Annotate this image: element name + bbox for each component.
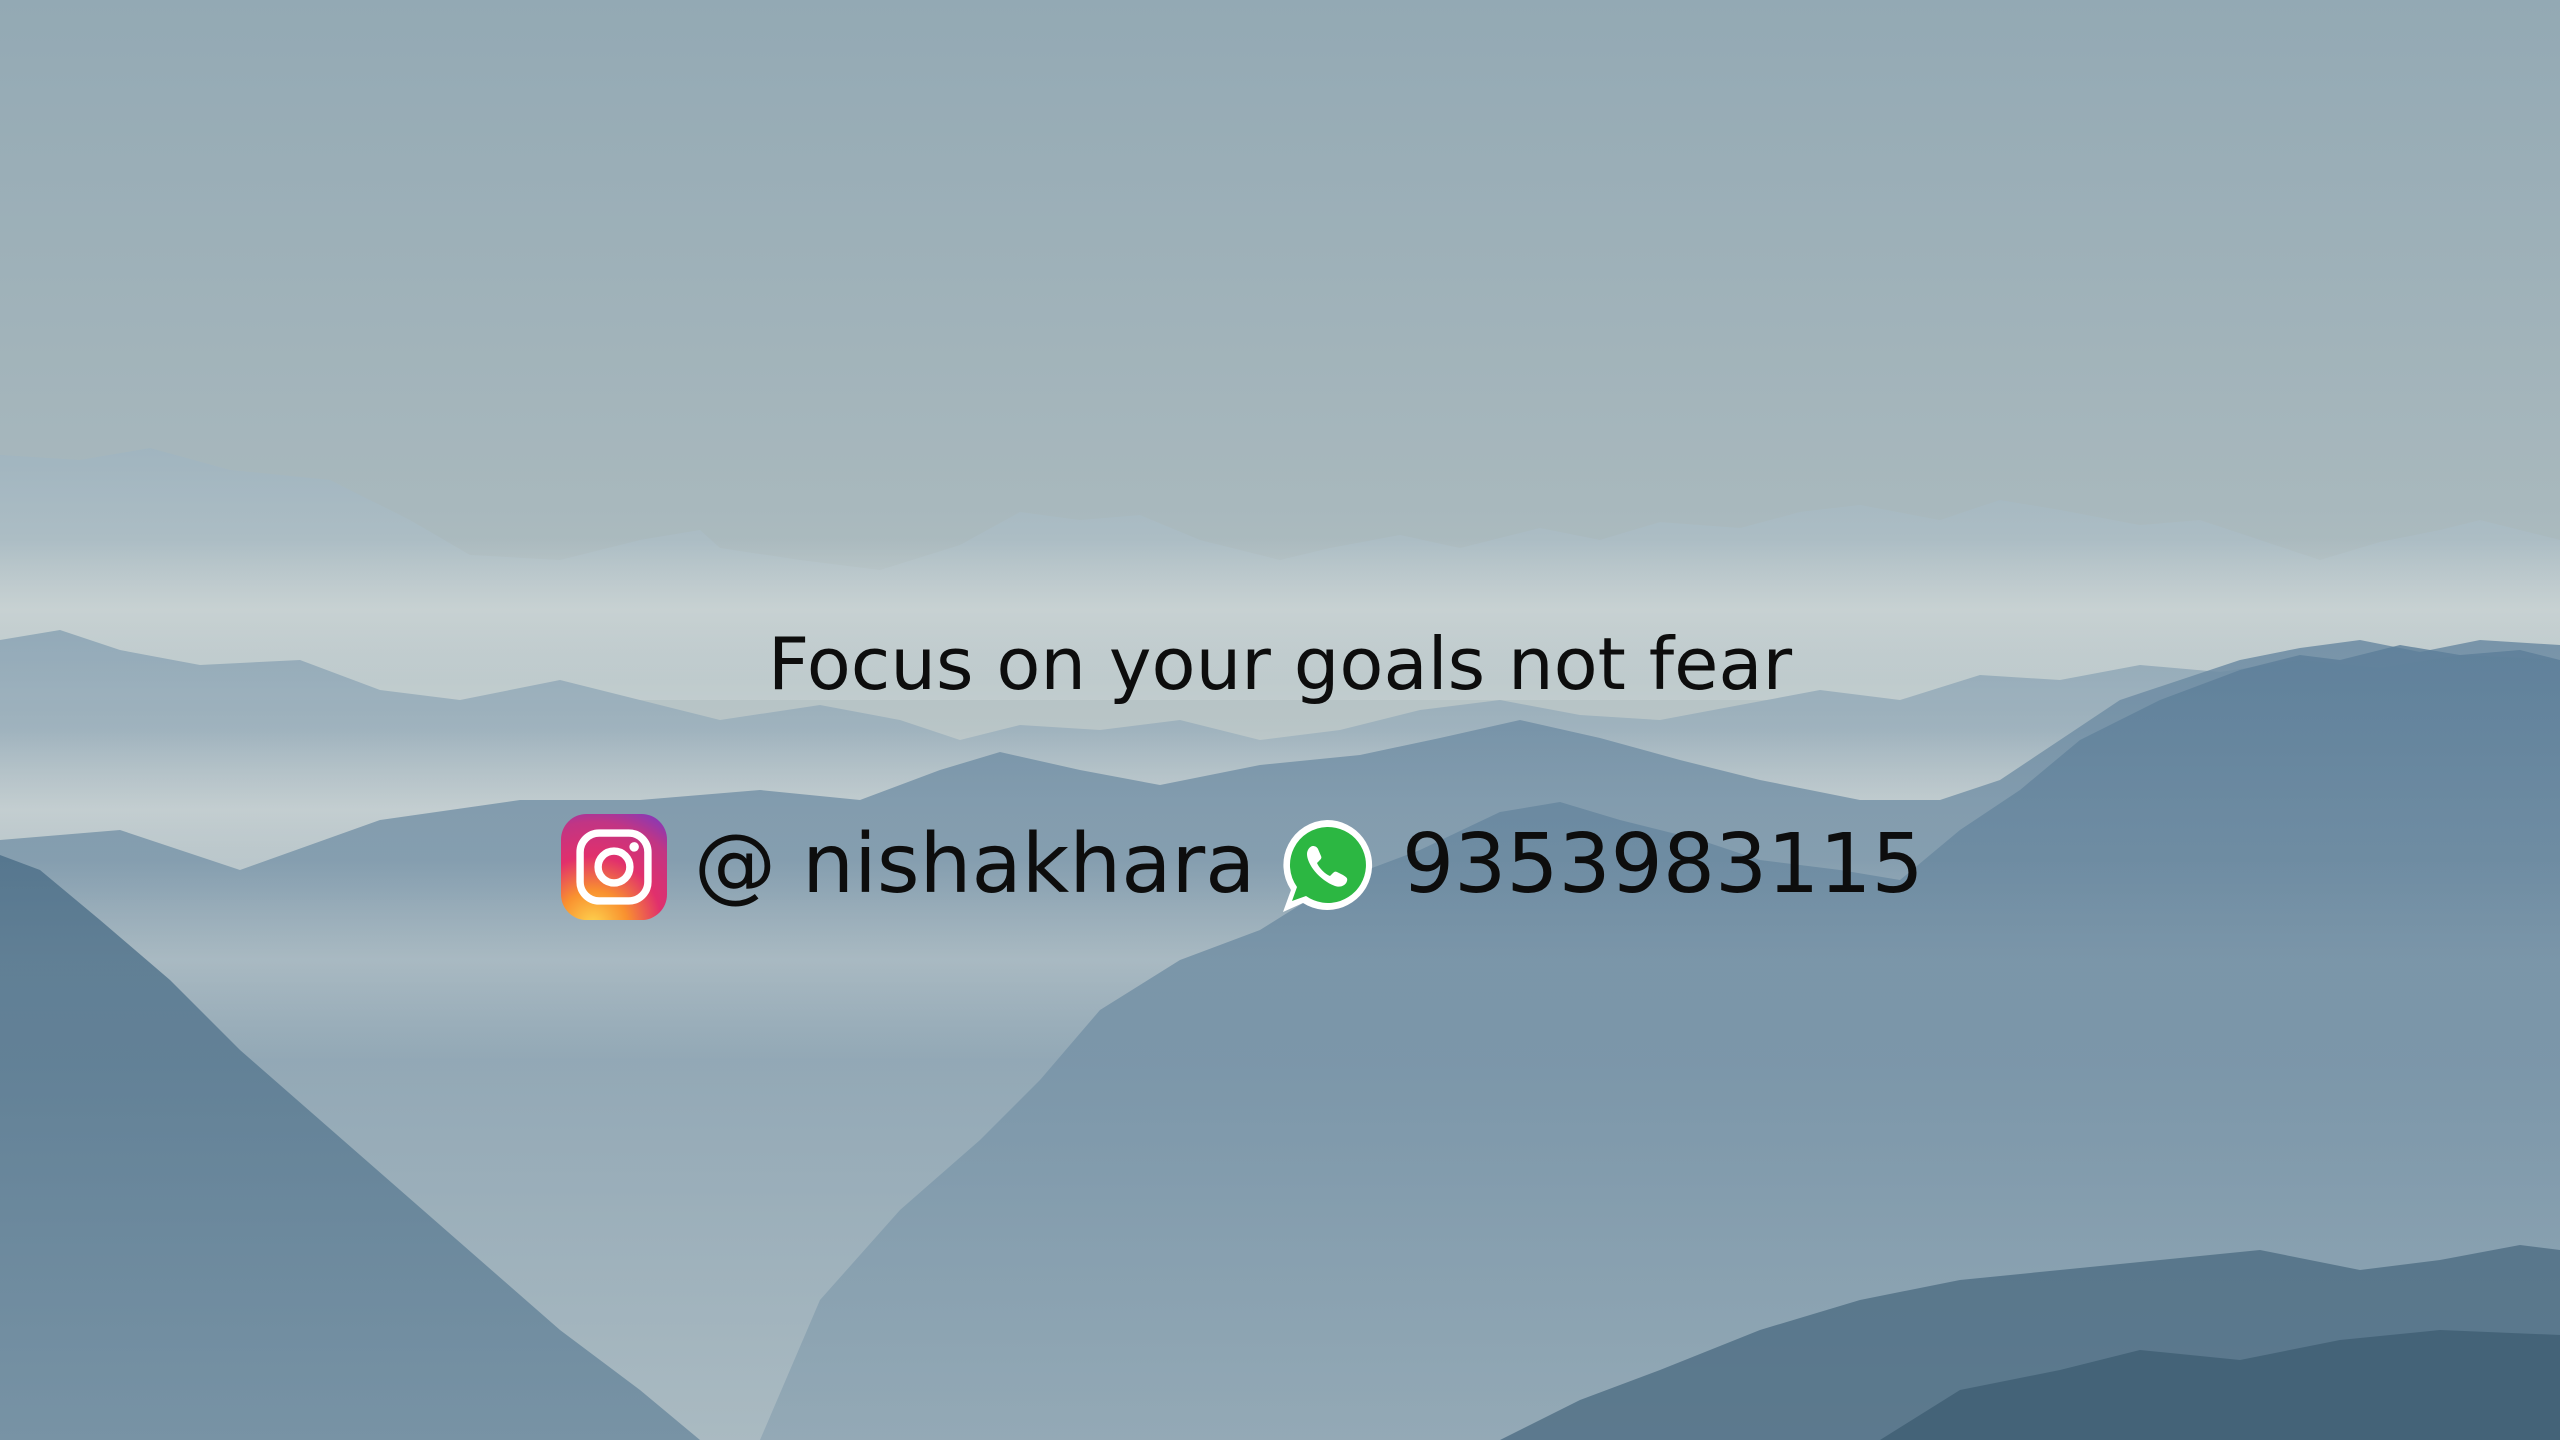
whatsapp-phone: 9353983115 [1402,817,1924,912]
instagram-icon[interactable] [561,814,667,920]
quote-text: Focus on your goals not fear [767,622,1793,706]
whatsapp-icon[interactable] [1277,816,1377,916]
contact-row [0,810,2560,920]
instagram-handle: @ nishakhara [694,817,1256,912]
